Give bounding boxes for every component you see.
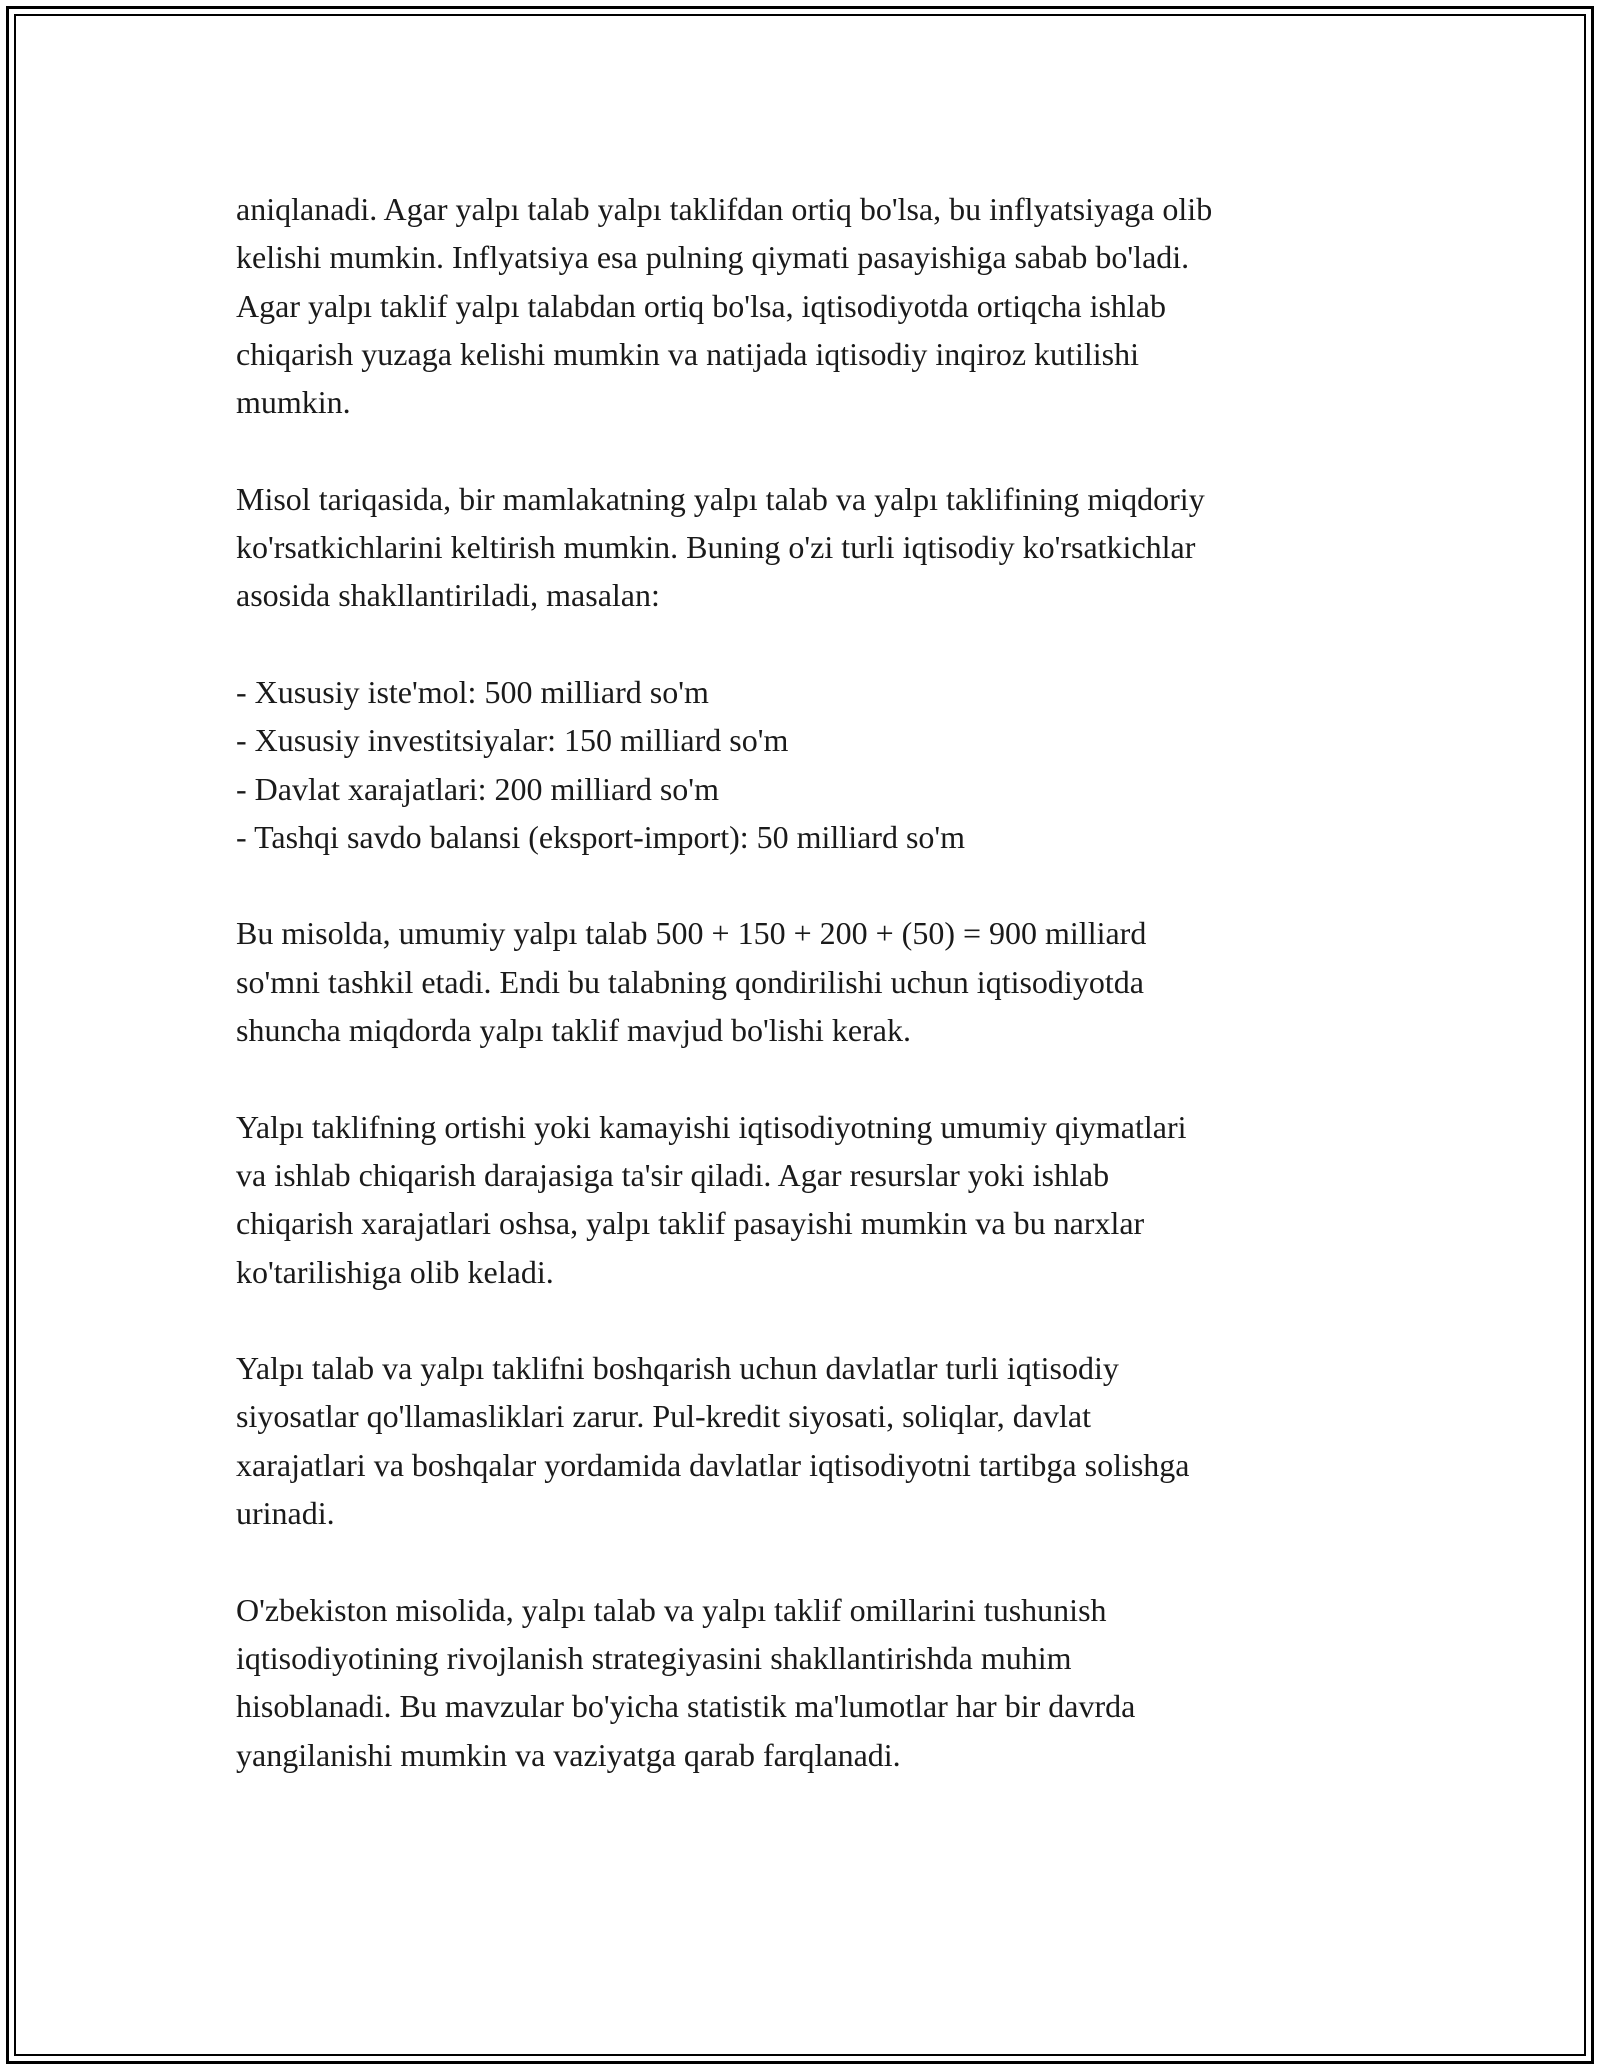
text-line: va ishlab chiqarish darajasiga ta'sir qiladi. Agar resurslar yoki ishlab: [236, 1156, 1110, 1193]
text-line: Yalpı taklifning ortishi yoki kamayishi iqtisodiyotning umumiy qiymatlari: [236, 1108, 1187, 1145]
text-line: so'mni tashkil etadi. Endi bu talabning qondirilishi uchun iqtisodiyotda: [236, 963, 1144, 1000]
text-line: asosida shakllantiriladi, masalan:: [236, 577, 660, 614]
text-line: chiqarish xarajatlari oshsa, yalpı taklif pasayishi mumkin va bu narxlar: [236, 1205, 1145, 1242]
text-line: hisoblanadi. Bu mavzular bo'yicha statistik ma'lumotlar har bir davrda: [236, 1688, 1136, 1725]
paragraph-inflation: [236, 185, 1386, 426]
paragraph-supply-change: [236, 1103, 1386, 1296]
text-line: xarajatlari va boshqalar yordamida davlatlar iqtisodiyotni tartibga solishga: [236, 1446, 1190, 1483]
list-item: - Tashqi savdo balansi (eksport-import): 50 milliard so'm: [236, 818, 966, 855]
list-item: - Xususiy investitsiyalar: 150 milliard so'm: [236, 722, 789, 759]
text-line: siyosatlar qo'llamasliklari zarur. Pul-kredit siyosati, soliqlar, davlat: [236, 1398, 1091, 1435]
list-item: - Xususiy iste'mol: 500 milliard so'm: [236, 673, 709, 710]
paragraph-policy: [236, 1344, 1386, 1537]
text-line: shuncha miqdorda yalpı taklif mavjud bo'lishi kerak.: [236, 1012, 911, 1049]
paragraph-uzbekistan: [236, 1586, 1386, 1779]
text-line: urinadi.: [236, 1495, 335, 1532]
paragraph-total-demand: [236, 909, 1386, 1054]
text-line: ko'rsatkichlarini keltirish mumkin. Buning o'zi turli iqtisodiy ko'rsatkichlar: [236, 529, 1196, 566]
text-line: Yalpı talab va yalpı taklifni boshqarish uchun davlatlar turli iqtisodiy: [236, 1350, 1119, 1387]
text-line: chiqarish yuzaga kelishi mumkin va natijada iqtisodiy inqiroz kutilishi: [236, 335, 1139, 372]
text-line: O'zbekiston misolida, yalpı talab va yalpı taklif omillarini tushunish: [236, 1591, 1107, 1628]
text-line: iqtisodiyotining rivojlanish strategiyasini shakllantirishda muhim: [236, 1639, 1072, 1676]
text-line: ko'tarilishiga olib keladi.: [236, 1253, 554, 1290]
text-line: Agar yalpı taklif yalpı talabdan ortiq bo'lsa, iqtisodiyotda ortiqcha ishlab: [236, 287, 1166, 324]
indicator-list: [236, 668, 1386, 861]
text-line: kelishi mumkin. Inflyatsiya esa pulning qiymati pasayishiga sabab bo'ladi.: [236, 239, 1190, 276]
text-line: yangilanishi mumkin va vaziyatga qarab farqlanadi.: [236, 1736, 901, 1773]
text-line: mumkin.: [236, 384, 351, 421]
text-line: Bu misolda, umumiy yalpı talab 500 + 150 + 200 + (50) = 900 milliard: [236, 915, 1147, 952]
list-item: - Davlat xarajatlari: 200 milliard so'm: [236, 770, 719, 807]
text-line: Misol tariqasida, bir mamlakatning yalpı talab va yalpı taklifining miqdoriy: [236, 480, 1205, 517]
document-body: [236, 185, 1386, 1827]
paragraph-example-intro: [236, 475, 1386, 620]
text-line: aniqlanadi. Agar yalpı talab yalpı taklifdan ortiq bo'lsa, bu inflyatsiyaga olib: [236, 191, 1213, 227]
